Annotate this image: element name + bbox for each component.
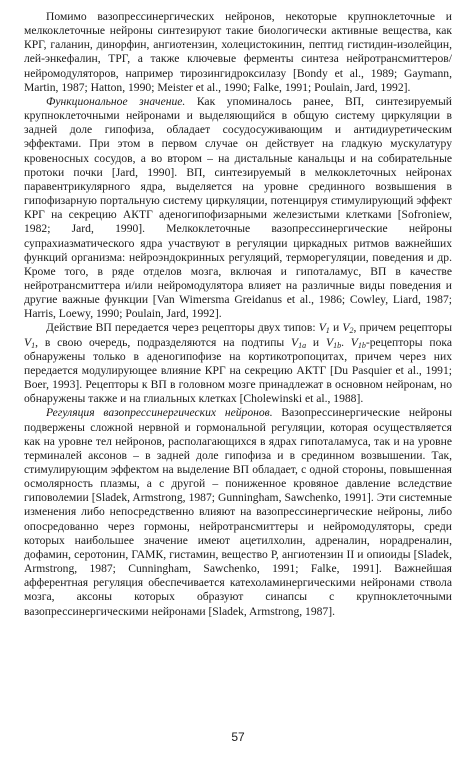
receptor-symbol: V	[24, 335, 32, 349]
paragraph-text: Действие ВП передается через рецепторы двух типов:	[46, 321, 319, 335]
paragraph-other-neurons	[24, 10, 452, 95]
paragraph-text: и	[306, 335, 326, 349]
paragraph-text: Вазопрессинергические нейроны подвержены сложной нервной и гормональной регуляции, которая осуществляется как на уровне тел нейронов, располагающихся в ядрах гипоталамуса, так и на уровне терминалей аксонов – в задней доле гипофиза и в срединном возвышении. Так, стимулирующим эффектом на выделение ВП обладает, с одной стороны, повышенная осмолярность плазмы, а с другой – пониженное кровяное давление вследствие гиповолемии [Sladek, Armstrong, 1987; Gunningham, Sawchenko, 1991]. Эти системные изменения либо непосредственно влияют на вазопрессинергические нейроны, либо опосредованно через гормоны, нейротрансмиттеры и нейромодуляторы, среди которых наибольшее значение имеют ацетилхолин, адреналин, норадреналин, дофамин, серотонин, ГАМК, гистамин, вещество Р, ангиотензин II и опиоиды [Sladek, Armstrong, 1987; Cunningham, Sawchenko, 1991; Falke, 1991]. Важнейшая афферентная регуляция обеспечивается катехоламинергическими нейронами ствола мозга, аксоны которых образуют синапсы с крупноклеточными вазопрессинергическими нейронами [Sladek, Armstrong, 1987].	[24, 406, 452, 618]
page-number: 57	[231, 730, 245, 744]
paragraph-text: -рецепторы пока обнаружены только в аденогипофизе на кортикотропоцитах, причем через них передается модулирующее влияние КРГ на секрецию АКТГ [Du Pasquier et al., 1991; Boer, 1993]. Рецепторы к ВП в головном мозге принадлежат в основном нейронам, но обнаружены также и на глиальных клетках [Cholewinski et al., 1988].	[24, 335, 452, 406]
page-body	[24, 10, 452, 619]
receptor-subscript: 2	[349, 326, 354, 336]
paragraph-text: Как упоминалось ранее, ВП, синтезируемый крупноклеточными нейронами и выделяющийся в общую систему циркуляции в задней доле гипофиза, обладает сосудосуживающим и антидиуретическим эффектами. При этом в первом случае он действует на гладкую мускулатуру кровеносных сосудов, а во втором – на дистальные канальцы и на собирательные протоки почки [Jard, 1990]. ВП, синтезируемый в мелкоклеточных нейронах паравентрикулярного ядра, выделяется на уровне срединного возвышения в гипофизарную портальную систему циркуляции, потенцируя стимулирующий эффект КРГ на секрецию АКТГ аденогипофизарными железистыми клетками [Sofroniew, 1982; Jard, 1990]. Мелкоклеточные вазопрессинергические нейроны супрахиазматического ядра участвуют в регуляции циркадных ритмов важнейших функций организма: нейроэндокринных регуляций, терморегуляции, поведения и др. Кроме того, в ряде отделов мозга, включая и гипоталамус, ВП в качестве нейротрансмиттера и/или нейромодулятора влияет на различные виды поведения и другие важные функции [Van Wimersma Greidanus et al., 1986; Cowley, Liard, 1987; Harris, Loewy, 1990; Poulain, Jard, 1992].	[24, 94, 452, 321]
receptor-subscript: 1	[31, 340, 36, 350]
receptor-subscript: 1	[325, 326, 330, 336]
section-heading-regulation: Регуляция вазопрессинергических нейронов.	[46, 406, 273, 420]
section-heading-functional: Функциональное значение.	[46, 94, 186, 108]
paragraph-text: и	[329, 321, 343, 335]
receptor-symbol: V	[342, 321, 350, 335]
paragraph-text: Помимо вазопрессинергических нейронов, некоторые крупноклеточные и мелкоклеточные нейроны синтезируют такие биологически активные вещества, как КРГ, галанин, динорфин, ангиотензин, холецистокинин, пептид гистидин-изолейцин, лей-энкефалин, ТРГ, а также ключевые ферменты синтеза нейротрансмиттеров/нейромодуляторов, например тирозингидроксилазу [Bondy et al., 1989; Gaymann, Martin, 1987; Hatton, 1990; Meister et al., 1990; Falke, 1991; Poulain, Jard, 1992].	[24, 10, 452, 94]
paragraph-text: , причем рецепторы	[353, 321, 452, 335]
paragraph-text: , в свою очередь, подразделяются на подтипы	[35, 335, 292, 349]
paragraph-text: .	[341, 335, 351, 349]
receptor-symbol: V	[318, 321, 326, 335]
receptor-symbol: V	[291, 335, 299, 349]
receptor-subscript: 1b	[357, 340, 366, 350]
receptor-symbol: V	[325, 335, 334, 349]
paragraph-receptors	[24, 321, 452, 406]
receptor-subscript: 1a	[298, 340, 307, 350]
paragraph-functional-significance	[24, 95, 452, 322]
paragraph-regulation	[24, 406, 452, 618]
receptor-subscript: 1b	[333, 340, 342, 350]
receptor-symbol: V	[350, 335, 358, 349]
